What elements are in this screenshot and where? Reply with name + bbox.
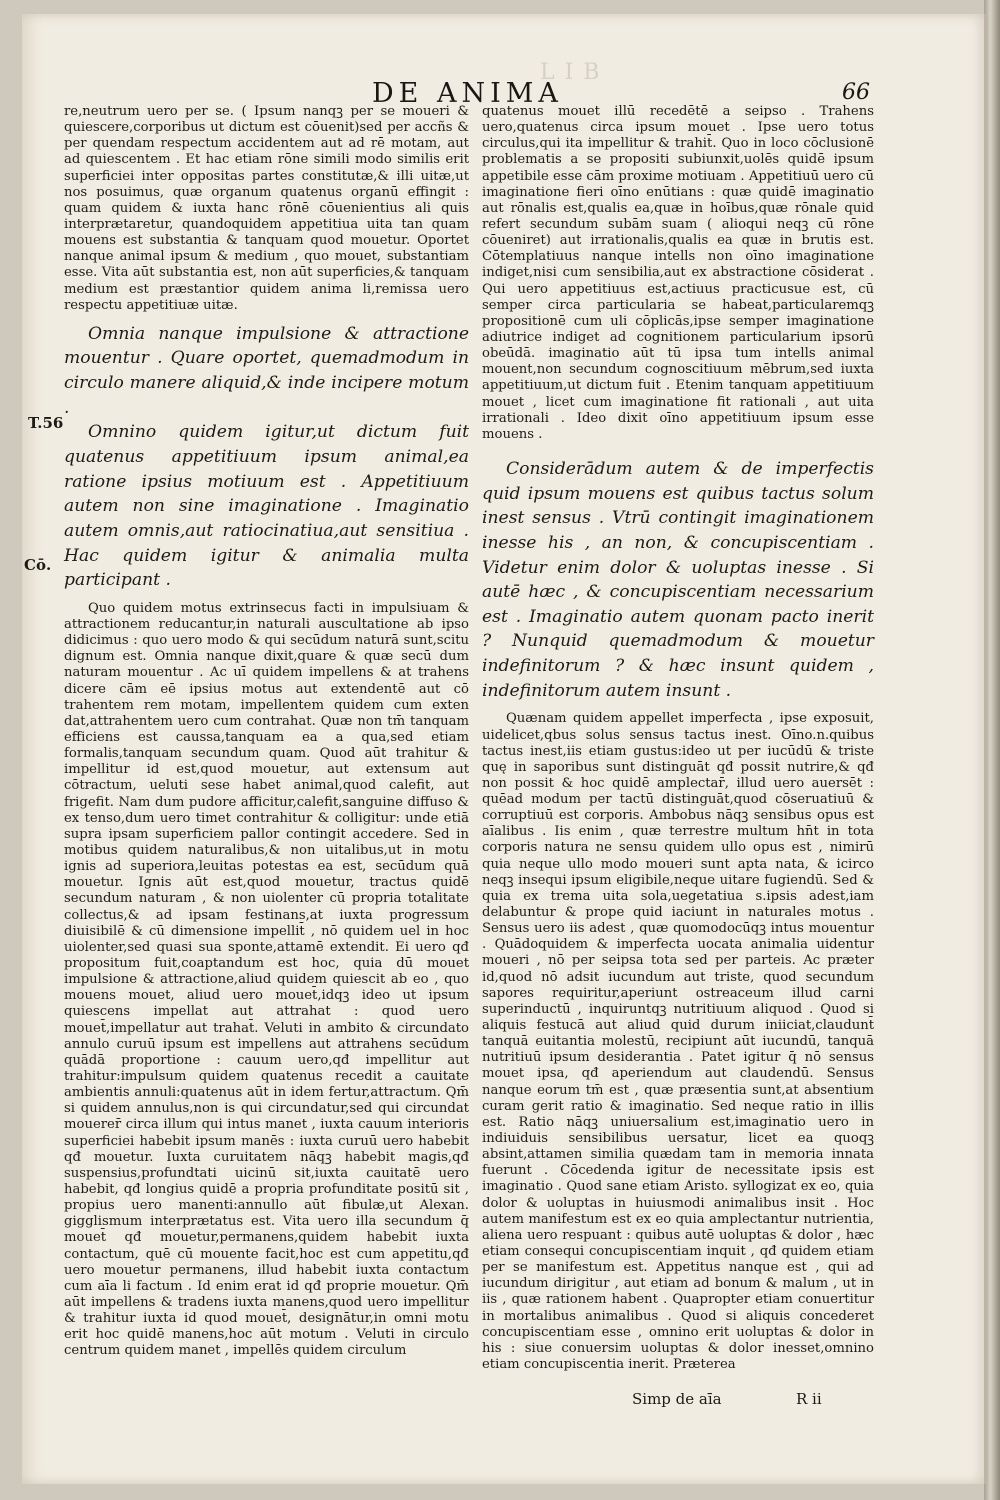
right-paragraph-1: quatenus mouet illū recedētē a seipso . Trahens uero,quatenus circa ipsum mouet . Ipse uero totus circulus,qui ita impellitur & trahit̄. Quo in loco cōclusionē problematis a se propositi subiunxit,uolēs quidē ipsum appetibile esse cām proxime motiuam . Appetitiuū uero cū imaginatione fieri oīno enūtians : quæ quidē imaginatio aut rōnalis est,qualis ea,quæ in hoībus,quæ rōnale quid refert secundum subām suam ( alioqui neqꝫ cū rōne cōueniret) aut irrationalis,qualis ea quæ in brutis est. Cōtemplatiuus nanque intells non oīno imaginatione indiget,nisi cum sensibilia,aut ex abstractione cōsiderat . Qui uero appetitiuus est,actiuus practicusue est, cū semper circa particularia se habeat,particularemqꝫ propositionē cum uli cōplicās,ipse semper imaginatione adiutrice indiget ad cognitionem particularium ipsorū obeūdā. imaginatio aūt tū ipsa tum intells animal mouent,non secundum cognoscitiuum mēbrum,sed iuxta appetitiuum,ut dictum fuit . Etenim tanquam appetitiuum mouet , licet cum imaginatione fit rationali , aut uita irrationali . Ideo dixit oīno appetitiuum ipsum esse mouens . [482,104,874,442]
book-spine [984,0,1000,1500]
running-head: DE ANIMA [372,78,563,109]
margin-note-t56: T.56 [28,414,64,432]
margin-note-commentary: Cō. [24,556,52,574]
left-commentary: Quo quidem motus extrinsecus facti in impulsiuam & attractionem reducantur,in naturali auscultatione ab ipso didicimus : quo uero modo & qui secūdum naturā sunt,scitu dignum est. Omnia nanque dixit,quare & quæ secū dum naturam mouentur . Ac uī quidem impellens & at trahens dicere cām eē ipsius motus aut extendentē aut cō trahentem rem motam, impellentem quidem cum exten dat,attrahentem uero cum contrahat. Quæ non tm̄ tanquam efficiens est caussa,tanquam ea a qua,sed etiam formalis,tanquam secundum quam. Quod aūt trahitur & impellitur id est,quod mouetur, aut extensum aut cōtractum, ueluti sese habet animal,quod calefit, aut frigefit. Nam dum pudore afficitur,calefit,sanguine diffuso & ex tenso,dum uero timet contrahitur & colligitur: unde etiā supra ipsam superficiem pallor contingit accedere. Sed in motibus quidem naturalibus,& non uitalibus,ut in motu ignis ad superiora,leuitas potestas ea est, secūdum quā mouetur. Ignis aūt est,quod mouetur, tractus quidē secundum naturam , & non uiolenter cū propria totalitate collectus,& ad ipsam festinans,at iuxta progressum diuisibilē & cū dimensione impellit̄ , nō quidem uel in hoc uiolenter,sed quasi sua sponte,attamē extendit. Ei uero qđ propositum fuit,coaptandum est hoc, quia dū mouet impulsione & attractione,aliud quidem quiescit ab eo , quo mouens mouet, aliud uero mouet̄,idqꝫ ideo ut ipsum quiescens impellat aut attrahat : quod uero mouet̄,impellatur aut trahat̄. Veluti in ambito & circundato annulo curuū ipsum est impellens aut attrahens secūdum quādā proportione : cauum uero,qđ impellitur aut trahitur:impulsum quidem quatenus recedit a cauitate ambientis annuli:quatenus aūt in idem fertur,attractum. Qm̄ si quidem annulus,non is qui circundatur,sed qui circundat mouerer̄ circa illum qui intus manet , iuxta cauum interioris superficiei habebit ipsum manēs : iuxta curuū uero habebit qđ mouetur. Iuxta curuitatem nāqꝫ habebit magis,qđ suspensius,profundtati uicinū sit,iuxta cauitatē uero habebit, qđ longius quidē a propria profunditate positū sit , propius uero manenti:annullo aūt fibulæ,ut Alexan. gigglismum interprætatus est. Vita uero illa secundum q̄ mouet̄ qđ mouetur,permanens,quidem habebit iuxta contactum, quē cū mouente facit,hoc est cum appetitu,qđ uero mouetur permanens, illud habebit iuxta contactum cum aīa li factum . Id enim erat id qđ proprie mouetur. Qm̄ aūt impellens & tradens iuxta manens,quod uero impellitur & trahitur iuxta id quod mouet̄, designātur,in omni motu erit hoc quidē manens,hoc aūt motum . Veluti in circulo centrum quidem manet , impellēs quidem circulum [64,600,469,1359]
right-column [482,104,874,1373]
left-text-passage-2: Omnino quidem igitur,ut dictum fuit quatenus appetitiuum ipsum animal,ea ratione ipsius motiuum est . Appetitiuum autem non sine imaginatione . Imaginatio autem omnis,aut ratiocinatiua,aut sensitiua . Hac quidem igitur & animalia multa participant . [64,422,469,591]
bleed-through-text: LIB [540,60,610,85]
page-number: 66 [842,80,870,105]
left-paragraph-1: re,neutrum uero per se. ( Ipsum nanqꝫ per se moueri & quiescere,corporibus ut dictum est cōuenit)sed per accñs & per quendam respectum accidentem aut ad rē motam, aut ad quiescentem . Et hac etiam rōne simili modo similis erit superficiei inter oppositas partes constitutæ,& illi uitæ,ut nos posuimus, quæ organum quatenus organū effingit : quam quidem & iuxta hanc rōnē cōuenientius ali quis interprætaretur, quandoquidem appetitiua uita tan quam mouens est substantia & tanquam quod mouetur. Oportet nanque animal ipsum & medium , quo mouet, substantiam esse. Vita aūt substantia est, non aūt superficies,& tanquam medium est præstantior quidem anima li,remissa uero respectu appetitiuæ uitæ. [64,104,469,313]
right-commentary: Quænam quidem appellet imperfecta , ipse exposuit, uidelicet,qbus solus sensus tactus inest. Oīno.n.quibus tactus inest,iis etiam gustus:ideo ut per iucūdū & triste quę in saporibus sunt distinguāt qđ possit nutrire,& qđ non possit & hoc quidē amplectar̄, illud uero auersēt : quēad modum per tactū distinguāt,quod cōseruatiuū & corruptiuū est corporis. Ambobus nāqꝫ sensibus opus est aīalibus . Iis enim , quæ terrestre multum hn̄t in tota corporis natura ne sensu quidem ullo opus est , nimirū quia neque ullo modo moueri sunt apta nata, & icirco neqꝫ insequi ipsum eligibile,neque uitare fugiendū. Sed & quia ex trema uita sola,uegetatiua s.ipsis adest,iam delabuntur & prope quid iaciunt in naturales motus . Sensus uero iis adest , quæ quomodocūqꝫ intus mouentur . Quādoquidem & imperfecta uocata animalia uidentur moueri , nō per seipsa tota sed per parteis. Ac præter id,quod nō adsit iucundum aut triste, quod secundum sapores requiritur,aperiunt ostreaceum illud carni superinductū , inquiruntqꝫ nutritiuum aliquod . Quod si aliquis festucā aut aliud quid durum iniiciat,claudunt̄ tanquā euitantia molestū, recipiunt aūt iucundū, tanquā nutritiuū ipsum desiderantia . Patet igitur q̄ nō sensus mouet ipsa, qđ aperiendum aut claudendū. Sensus nanque eorum tm̄ est , quæ præsentia sunt,at absentium curam gerit ratio & imaginatio. Sed neque ratio in illis est. Ratio nāqꝫ uniuersalium est,imaginatio uero in indiuiduis sensibilibus uersatur, licet ea quoqꝫ absint,attamen similia quædam tam in memoria innata fuerunt . Cōcedenda igitur de necessitate ipsis est imaginatio . Quod sane etiam Aristo. syllogizat ex eo, quia dolor & uoluptas in huiusmodi animalibus insit . Hoc autem manifestum est ex eo quia amplectantur nutrientia, aliena uero respuant : quibus autē uoluptas & dolor , hæc etiam consequi concupiscentiam inquit , qđ quidem etiam per se manifestum est. Appetitus nanque est , qui ad iucundum dirigitur , aut etiam ad bonum & malum , ut in iis , quæ rationem habent . Quapropter etiam conuertitur in mortalibus animalibus . Quod si aliquis concederet concupiscentiam esse , omnino erit uoluptas & dolor in his : siue conuersim uoluptas & dolor inesset,omnino etiam concupiscentia inerit. Præterea [482,711,874,1372]
signature-line: Simp de aīa [632,1390,722,1408]
signature-mark: R ii [796,1390,822,1408]
left-column [64,104,469,1359]
left-text-passage-1: Omnia nanque impulsione & attractione mouentur . Quare oportet, quemadmodum in circulo manere aliquid,& inde incipere motum . [64,323,469,418]
right-text-passage: Considerādum autem & de imperfectis quid ipsum mouens est quibus tactus solum inest sensus . Vtrū contingit imaginationem inesse his , an non, & concupiscentiam . Videtur enim dolor & uoluptas inesse . Si autē hæc , & concupiscentiam necessarium est . Imaginatio autem quonam pacto inerit ? Nunquid quemadmodum & mouetur indefinitorum ? & hæc insunt quidem , indefinitorum autem insunt . [482,458,874,701]
